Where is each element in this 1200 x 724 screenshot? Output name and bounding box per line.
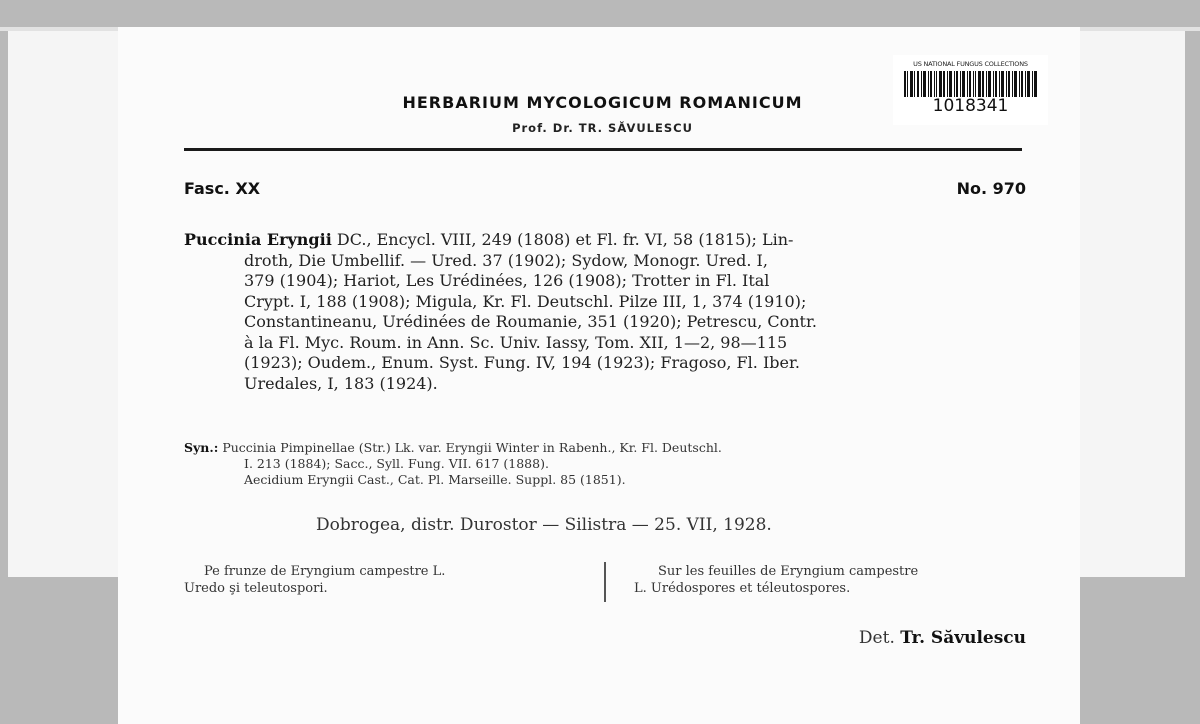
herbarium-subtitle: Prof. Dr. TR. SĂVULESCU — [512, 121, 693, 135]
barcode-label — [893, 55, 1048, 125]
synonym-line: I. 213 (1884); Sacc., Syll. Fung. VII. 617 (1888). — [244, 456, 549, 471]
host-line: Uredo şi teleutospori. — [184, 581, 328, 596]
citation-line: droth, Die Umbellif. — Ured. 37 (1902); Sydow, Monogr. Ured. I, — [244, 250, 768, 270]
barcode-bars — [904, 71, 1037, 97]
species-name: Puccinia Eryngii — [184, 230, 332, 249]
collection-locality: Dobrogea, distr. Durostor — Silistra — 25. VII, 1928. — [316, 515, 772, 535]
citation-line: Constantineanu, Urédinées de Roumanie, 351 (1920); Petrescu, Contr. — [244, 312, 817, 331]
citation-line: à la Fl. Myc. Roum. in Ann. Sc. Univ. Iassy, Tom. XII, 1—2, 98—115 — [244, 332, 788, 352]
column-divider — [604, 562, 606, 602]
synonym-line: Aecidium Eryngii Cast., Cat. Pl. Marseille. Suppl. 85 (1851). — [244, 472, 626, 487]
host-french — [634, 563, 1034, 597]
host-line: Pe frunze de Eryngium campestre L. — [204, 564, 446, 579]
citation-line: Crypt. I, 188 (1908); Migula, Kr. Fl. Deutschl. Pilze III, 1, 374 (1910); — [244, 291, 807, 311]
host-line: Sur les feuilles de Eryngium campestre — [658, 564, 919, 579]
fascicle-number: Fasc. XX — [184, 179, 261, 198]
herbarium-title: HERBARIUM MYCOLOGICUM ROMANICUM — [402, 93, 803, 112]
citation-line: Puccinia Eryngii DC., Encycl. VIII, 249 (1808) et Fl. fr. VI, 58 (1815); Lin- — [184, 230, 794, 249]
barcode-number: 1018341 — [932, 96, 1009, 116]
citation-block — [184, 230, 1029, 394]
citation-line: Uredales, I, 183 (1924). — [244, 373, 438, 393]
header-rule — [184, 148, 1022, 151]
citation-line: (1923); Oudem., Enum. Syst. Fung. IV, 194 (1923); Fragoso, Fl. Iber. — [244, 353, 800, 372]
synonym-line: Puccinia Pimpinellae (Str.) Lk. var. Eryngii Winter in Rabenh., Kr. Fl. Deutschl. — [222, 440, 722, 455]
specimen-number: No. 970 — [956, 179, 1026, 198]
synonyms-label: Syn.: — [184, 440, 219, 455]
host-romanian — [184, 563, 584, 597]
host-line: L. Urédospores et téleutospores. — [634, 581, 851, 596]
determiner: Det. Tr. Săvulescu — [858, 628, 1026, 648]
barcode-institution: US NATIONAL FUNGUS COLLECTIONS — [913, 60, 1028, 68]
synonyms-block — [184, 440, 1034, 488]
citation-line: 379 (1904); Hariot, Les Urédinées, 126 (1908); Trotter in Fl. Ital — [244, 271, 770, 290]
determiner-name: Tr. Săvulescu — [900, 628, 1026, 648]
